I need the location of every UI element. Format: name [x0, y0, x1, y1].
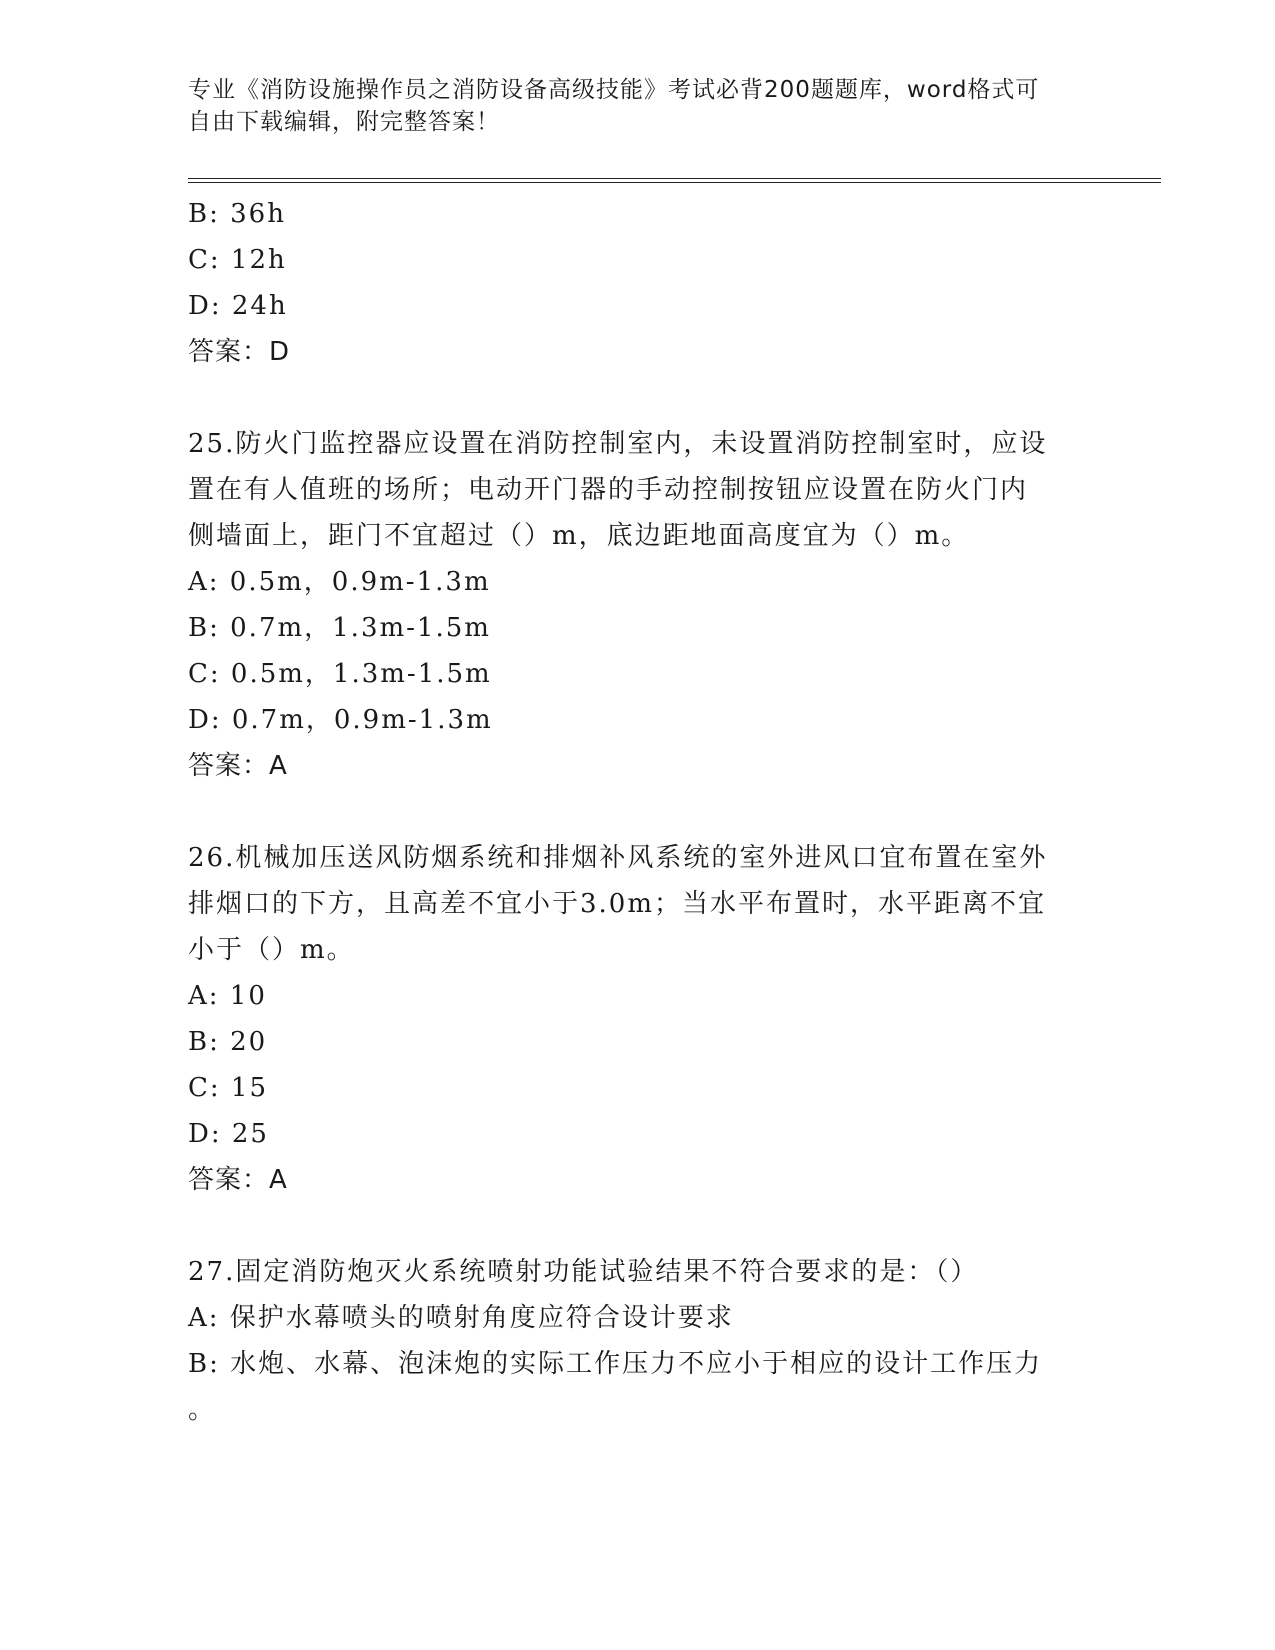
header-line-1: 专业《消防设施操作员之消防设备高级技能》考试必背200题题库，word格式可 — [188, 77, 1040, 103]
question-stem-line: 26.机械加压送风防烟系统和排烟补风系统的室外进风口宜布置在室外 — [188, 843, 1048, 873]
question-stem-line: 小于（）m。 — [188, 935, 355, 965]
question-25 — [188, 421, 1088, 789]
question-stem-line: 排烟口的下方，且高差不宜小于3.0m；当水平布置时，水平距离不宜 — [188, 889, 1047, 919]
option-b: B: 0.7m，1.3m-1.5m — [188, 613, 491, 643]
option-c: C: 15 — [188, 1073, 269, 1103]
prev-question — [188, 191, 1088, 375]
option-c: C: 0.5m，1.3m-1.5m — [188, 659, 492, 689]
question-26 — [188, 835, 1088, 1203]
question-stem-line: 27.固定消防炮灭火系统喷射功能试验结果不符合要求的是：（） — [188, 1257, 979, 1287]
answer: 答案：A — [188, 1165, 288, 1195]
option-d: D: 0.7m，0.9m-1.3m — [188, 705, 493, 735]
question-27 — [188, 1249, 1088, 1433]
answer: 答案：D — [188, 337, 291, 367]
answer: 答案：A — [188, 751, 288, 781]
header-rule-bottom — [188, 182, 1161, 183]
option-d: D: 24h — [188, 291, 288, 321]
option-b: B: 水炮、水幕、泡沫炮的实际工作压力不应小于相应的设计工作压力 — [188, 1349, 1043, 1379]
question-stem-line: 侧墙面上，距门不宜超过（）m，底边距地面高度宜为（）m。 — [188, 521, 970, 551]
header-line-2: 自由下载编辑，附完整答案！ — [188, 109, 500, 135]
option-c: C: 12h — [188, 245, 287, 275]
option-b: B: 36h — [188, 199, 286, 229]
option-a: A: 保护水幕喷头的喷射角度应符合设计要求 — [188, 1303, 734, 1333]
question-content — [188, 191, 1088, 1433]
header-rule-top — [188, 178, 1161, 179]
document-header — [188, 74, 1088, 138]
option-b: B: 20 — [188, 1027, 268, 1057]
question-stem-line: 置在有人值班的场所；电动开门器的手动控制按钮应设置在防火门内 — [188, 475, 1029, 505]
question-stem-line: 25.防火门监控器应设置在消防控制室内，未设置消防控制室时，应设 — [188, 429, 1048, 459]
option-b-continuation: 。 — [188, 1395, 217, 1425]
option-a: A: 10 — [188, 981, 267, 1011]
option-d: D: 25 — [188, 1119, 269, 1149]
option-a: A: 0.5m，0.9m-1.3m — [188, 567, 491, 597]
